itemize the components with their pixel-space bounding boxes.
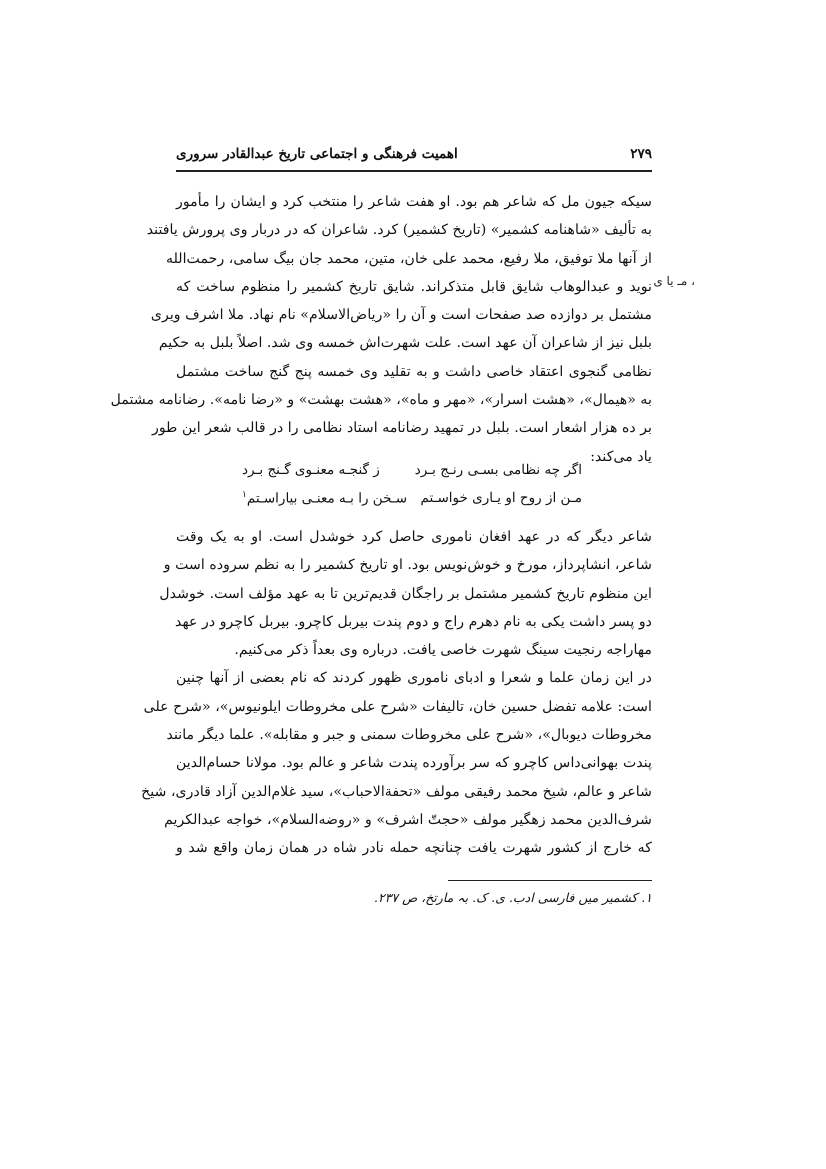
footnote: ۱. کشمیر میں فارسی ادب. ی. ک. بہ مارتخ، ص ۲۳۷.: [374, 890, 652, 905]
verse-hemistich: مـن از روح او یـاری خواسـتم: [420, 490, 582, 506]
text-line: دو پسر داشت یکی به نام دهرم راج و دوم پندت بیربل کاچرو. بیربل کاچرو در عهد: [175, 613, 652, 630]
paragraphs-2-3: [141, 523, 652, 863]
footnote-rule: [448, 880, 652, 881]
text-line: شاعر دیگر که در عهد افغان ناموری حاصل کرد خوشدل است. او به یک وقت: [176, 529, 652, 545]
verse-hemistich-with-note: [242, 490, 407, 507]
text-line: بر ده هزار اشعار است. بلبل در تمهید رضانامه استاد نظامی را در قالب شعر این طور: [152, 420, 652, 437]
text-line: نظامی گنجوی اعتقاد خاصی داشت و به تقلید وی خمسه پنج گنج ساخت مشتمل: [176, 363, 652, 380]
text-line: پندت بهوانی‌داس کاچرو که سر برآورده پندت شاعر و عالم بود. مولانا حسام‌الدین: [176, 755, 652, 772]
text-line: یاد می‌کند:: [590, 448, 652, 465]
text-line: بلبل نیز از شاعران آن عهد است. علت شهرت‌اش خمسه وی شد. اصلاً بلبل به حکیم: [158, 335, 652, 352]
text-line: است: علامه تفضل حسین خان، تالیفات «شرح علی مخروطات ایلونیوس»، «شرح علی: [143, 698, 652, 715]
text-line: شاعر و عالم، شیخ محمد رفیقی مولف «تحفةالاحباب»، سید غلام‌الدین آزاد قادری، شیخ: [141, 783, 652, 800]
header-rule: [176, 170, 652, 172]
text-line: سیکه جیون مل که شاعر هم بود. او هفت شاعر را منتخب کرد و ایشان را مأمور: [176, 194, 652, 210]
text-line: در این زمان علما و شعرا و ادبای ناموری ظهور کردند که نام بعضی از آنها چنین: [176, 670, 652, 687]
poem: [242, 462, 582, 518]
text-line: شاعر، انشاپرداز، مورخ و خوش‌نویس بود. او تاریخ کشمیر را به نظم سروده است و: [163, 557, 652, 574]
text-line: مخروطات دیوبال»، «شرح علی مخروطات سمنی و جبر و مقابله». علما دیگر مانند: [166, 727, 652, 744]
paragraph-1: [110, 188, 652, 471]
page-header: [176, 146, 652, 166]
verse-hemistich: ز گنجـه معنـوی گـنج بـرد: [242, 462, 380, 478]
text-line: این منظوم تاریخ کشمیر مشتمل بر راجگان قدیم‌ترین تا به عهد مؤلف است. خوشدل: [159, 585, 652, 602]
text-line: که خارج از کشور شهرت یافت چنانچه حمله نادر شاه در همان زمان واقع شد و: [176, 840, 652, 857]
verse-hemistich: سـخن را بـه معنـی بیاراسـتم: [246, 490, 408, 507]
text-line: به «هیمال»، «هشت اسرار»، «مهر و ماه»، «هشت بهشت» و «رضا نامه». رضانامه مشتمل: [110, 392, 652, 409]
text-line: به تألیف «شاهنامه کشمیر» (تاریخ کشمیر) کرد. شاعران که در دربار وی پرورش یافتند: [146, 222, 652, 239]
running-title: اهمیت فرهنگی و اجتماعی تاریخ عبدالقادر سروری: [176, 146, 458, 162]
footnote-marker: ۱: [242, 490, 247, 500]
text-line: مشتمل بر دوازده صد صفحات است و آن را «ریاض‌الاسلام» نام نهاد. ملا اشرف ویری: [150, 307, 652, 324]
page-number: ۲۷۹: [630, 146, 652, 162]
text-line: نوید و عبدالوهاب شایق قابل متذکراند. شایق تاریخ کشمیر را منظوم ساخت که: [176, 278, 652, 295]
text-line: مهاراجه رنجیت سینگ شهرت خاصی یافت. درباره وی بعداً ذکر می‌کنیم.: [234, 642, 652, 659]
poem-verse: [242, 462, 582, 490]
verse-hemistich: اگر چه نظامی بسـی رنـج بـرد: [414, 462, 582, 478]
text-line: از آنها ملا توفیق، ملا رفیع، محمد علی خان، متین، محمد جان بیگ سامی، رحمت‌الله: [165, 250, 652, 267]
poem-verse: [242, 490, 582, 518]
margin-annotation: ، مـ یا ی: [653, 274, 695, 288]
text-line: شرف‌الدین محمد زهگیر مولف «حجتّ اشرف» و «روضه‌السلام»، خواجه عبدالکریم: [164, 811, 652, 828]
